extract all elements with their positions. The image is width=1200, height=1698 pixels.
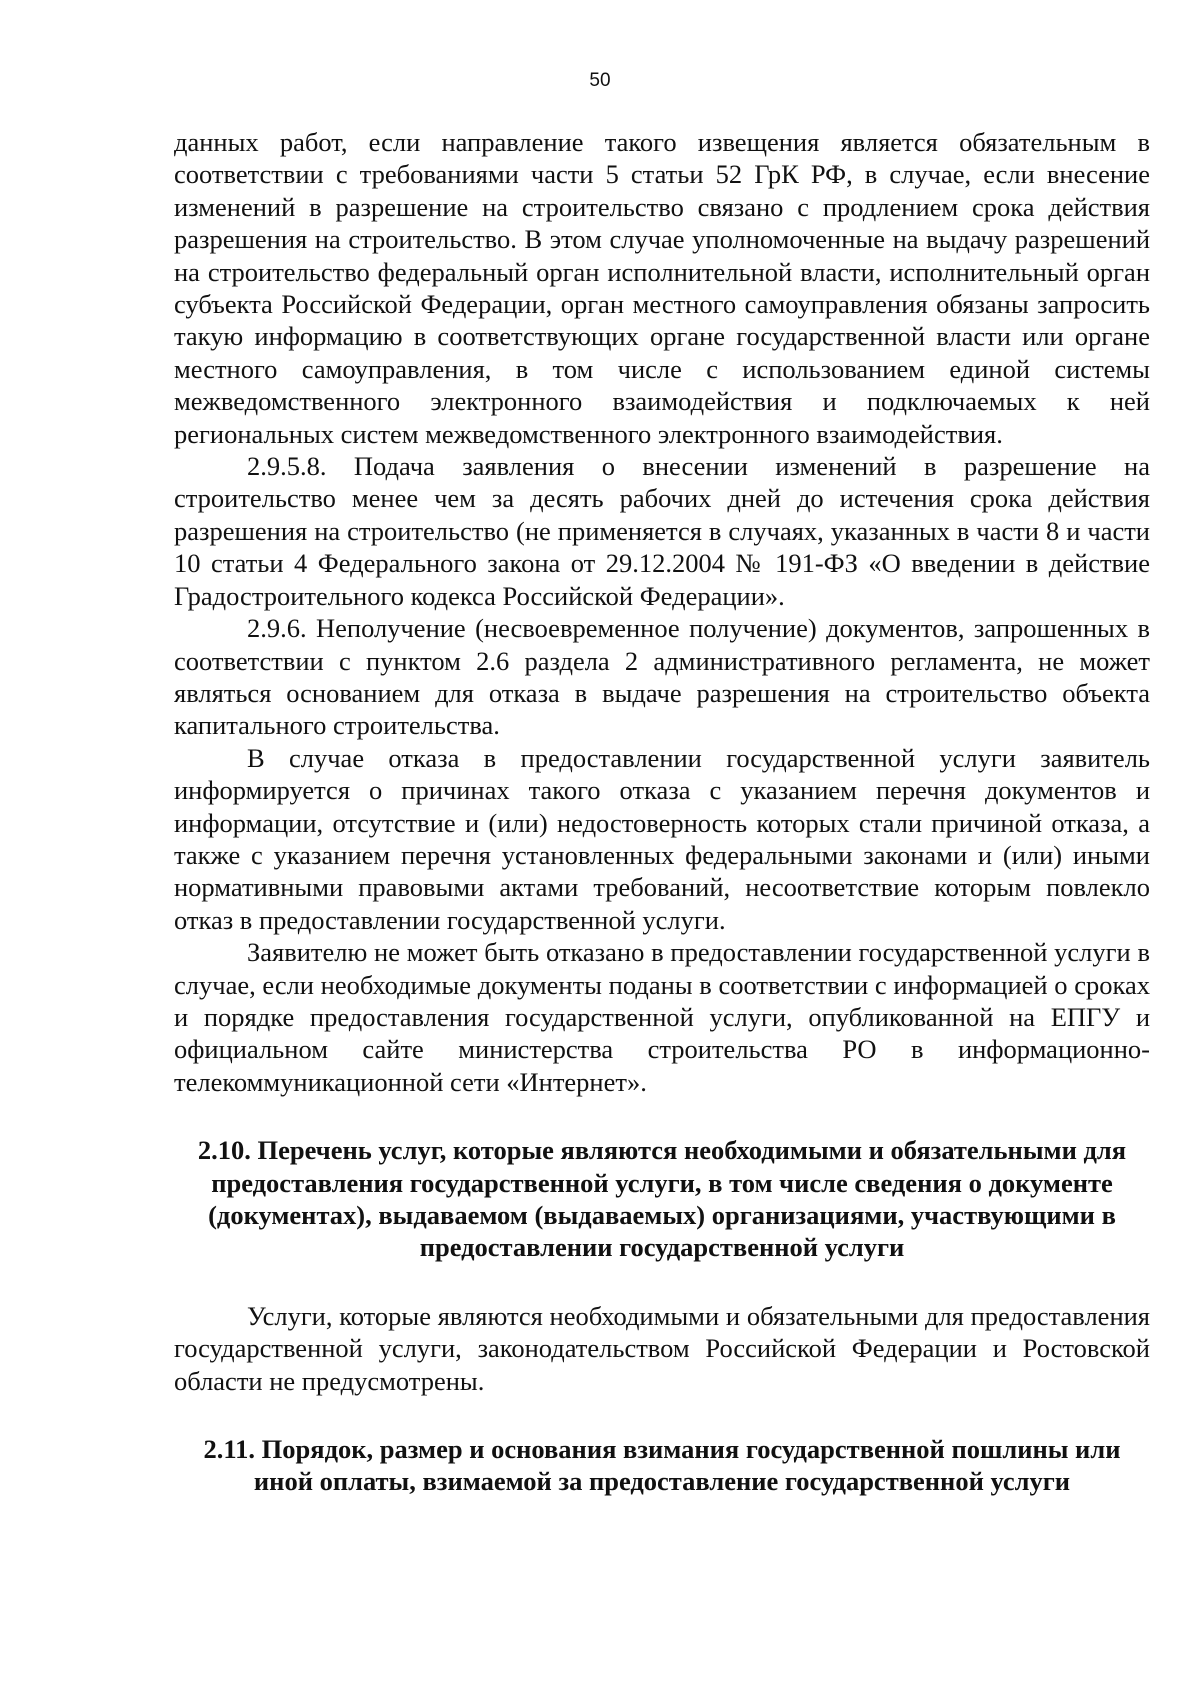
- section-heading-2-10: 2.10. Перечень услуг, которые являются необходимыми и обязательными для предоставления государственной услуги, в том числе сведения о документе (документах), выдаваемом (выдаваемых) организациями, участвующими в предоставлении государственной услуги: [197, 1135, 1127, 1263]
- document-body: [174, 126, 1150, 1498]
- section-heading-2-11: 2.11. Порядок, размер и основания взимания государственной пошлины или иной оплаты, взимаемой за предоставление государственной услуги: [203, 1434, 1121, 1497]
- paragraph-continuation: данных работ, если направление такого извещения является обязательным в соответствии с требованиями части 5 статьи 52 ГрК РФ, в случае, если внесение изменений в разрешение на строительство связано с продлением срока действия разрешения на строительство. В этом случае уполномоченные на выдачу разрешений на строительство федеральный орган исполнительной власти, исполнительный орган субъекта Российской Федерации, орган местного самоуправления обязаны запросить такую информацию в соответствующих органе государственной власти или органе местного самоуправления, в том числе с использованием единой системы межведомственного электронного взаимодействия и подключаемых к ней региональных систем межведомственного электронного взаимодействия.: [174, 127, 1150, 449]
- page-number: 50: [589, 70, 611, 91]
- paragraph-2-9-6: 2.9.6. Неполучение (несвоевременное получение) документов, запрошенных в соответствии с пунктом 2.6 раздела 2 административного регламента, не может являться основанием для отказа в выдаче разрешения на строительство объекта капитального строительства.: [174, 613, 1150, 741]
- paragraph-no-refusal: Заявителю не может быть отказано в предоставлении государственной услуги в случае, если необходимые документы поданы в соответствии с информацией о сроках и порядке предоставления государственной услуги, опубликованной на ЕПГУ и официальном сайте министерства строительства РО в информационно-телекоммуникационной сети «Интернет».: [174, 937, 1150, 1097]
- paragraph-refusal-info: В случае отказа в предоставлении государственной услуги заявитель информируется о причинах такого отказа с указанием перечня документов и информации, отсутствие и (или) недостоверность которых стали причиной отказа, а также с указанием перечня установленных федеральными законами и (или) иными нормативными правовыми актами требований, несоответствие которым повлекло отказ в предоставлении государственной услуги.: [174, 742, 1150, 935]
- paragraph-2-9-5-8: 2.9.5.8. Подача заявления о внесении изменений в разрешение на строительство менее чем за десять рабочих дней до истечения срока действия разрешения на строительство (не применяется в случаях, указанных в части 8 и части 10 статьи 4 Федерального закона от 29.12.2004 № 191-ФЗ «О введении в действие Градостроительного кодекса Российской Федерации».: [174, 451, 1150, 611]
- paragraph-services: Услуги, которые являются необходимыми и обязательными для предоставления государственной услуги, законодательством Российской Федерации и Ростовской области не предусмотрены.: [174, 1300, 1150, 1396]
